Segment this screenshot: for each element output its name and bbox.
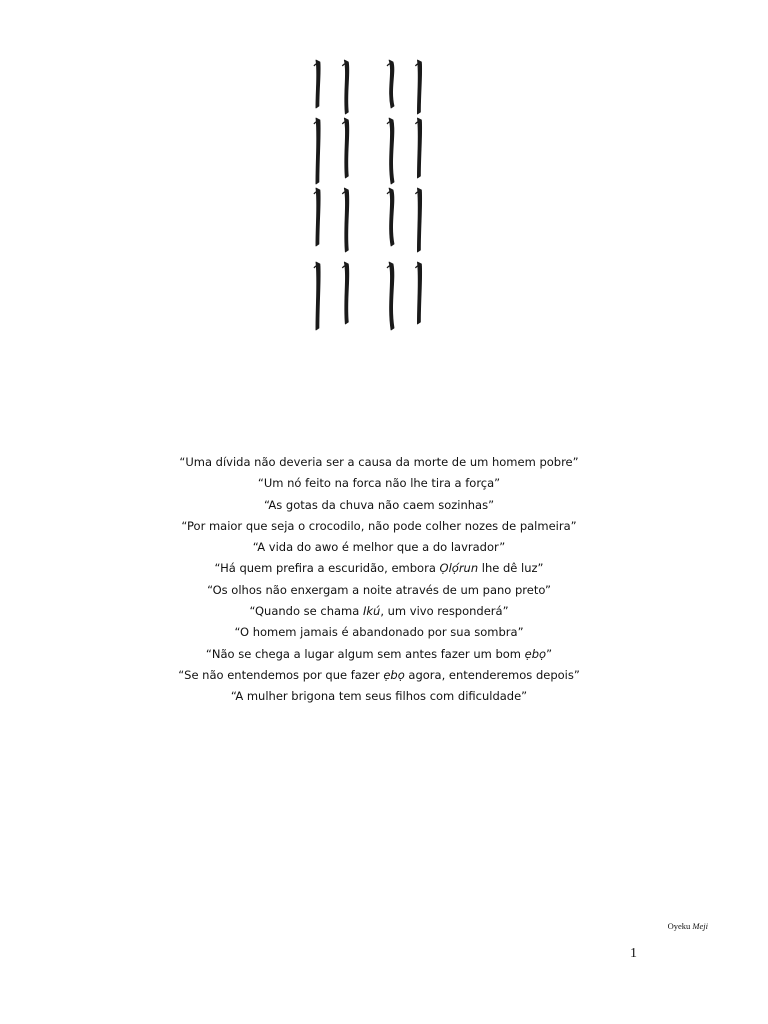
proverb-term: ẹbọ — [383, 667, 405, 682]
proverb-text: “O homem jamais é abandonado por sua sombra” — [234, 625, 524, 640]
proverb-text: “Um nó feito na forca não lhe tira a força” — [257, 476, 501, 491]
proverb-text: “Os olhos não enxergam a noite através de um pano preto” — [207, 582, 551, 597]
odu-mark — [389, 60, 394, 108]
proverb-text: “Por maior que seja o crocodilo, não pode colher nozes de palmeira” — [181, 518, 577, 533]
proverb-line — [0, 580, 758, 601]
signature-sub: Meji — [692, 921, 708, 931]
proverb-text: “Há quem prefira a escuridão, embora — [214, 561, 440, 576]
proverb-term: ẹbọ — [524, 646, 547, 661]
proverb-line — [0, 622, 758, 643]
odu-mark — [417, 118, 421, 178]
proverb-text: “Uma dívida não deveria ser a causa da morte de um homem pobre” — [179, 455, 579, 469]
proverb-line — [0, 516, 758, 537]
proverb-text: “Não se chega a lugar algum sem antes fazer um bom — [205, 646, 525, 661]
proverb-text: ” — [546, 646, 553, 661]
odu-mark — [316, 262, 320, 330]
proverb-text: lhe dê luz” — [478, 561, 544, 576]
proverb-text: “A mulher brigona tem seus filhos com dificuldade” — [230, 689, 528, 704]
proverb-line — [0, 665, 758, 686]
odu-sign-figure — [298, 56, 428, 336]
odu-mark — [316, 118, 320, 184]
proverb-line — [0, 473, 758, 494]
proverb-text: “A vida do awo é melhor que a do lavrador” — [252, 540, 506, 555]
proverb-text: , um vivo responderá” — [380, 604, 509, 619]
odu-marks-drawing — [298, 56, 428, 336]
odu-mark — [344, 188, 349, 252]
odu-mark — [389, 118, 394, 184]
proverb-line — [0, 495, 758, 516]
proverb-text: “Se não entendemos por que fazer — [178, 667, 384, 682]
odu-mark — [344, 118, 349, 178]
odu-mark — [389, 262, 394, 330]
odu-mark — [316, 188, 320, 246]
proverb-text: agora, entenderemos depois” — [404, 667, 580, 682]
proverb-line — [0, 452, 758, 473]
proverb-term: Ọlọ́run — [439, 561, 479, 576]
odu-mark — [389, 188, 394, 246]
proverb-line — [0, 537, 758, 558]
odu-mark — [417, 188, 421, 252]
proverb-line — [0, 686, 758, 707]
signature — [668, 921, 708, 931]
proverb-line — [0, 601, 758, 622]
odu-mark — [417, 60, 421, 114]
odu-mark — [344, 60, 349, 114]
proverb-list — [0, 452, 758, 708]
proverb-line — [0, 558, 758, 579]
page-number: 1 — [630, 946, 637, 961]
signature-main: Oyeku — [667, 921, 691, 931]
proverb-term: Ikú — [362, 604, 381, 619]
odu-mark — [417, 262, 421, 324]
odu-mark — [344, 262, 349, 324]
proverb-text: “Quando se chama — [249, 604, 363, 619]
odu-mark — [316, 60, 320, 108]
proverb-line — [0, 644, 758, 665]
proverb-text: “As gotas da chuva não caem sozinhas” — [263, 497, 495, 512]
